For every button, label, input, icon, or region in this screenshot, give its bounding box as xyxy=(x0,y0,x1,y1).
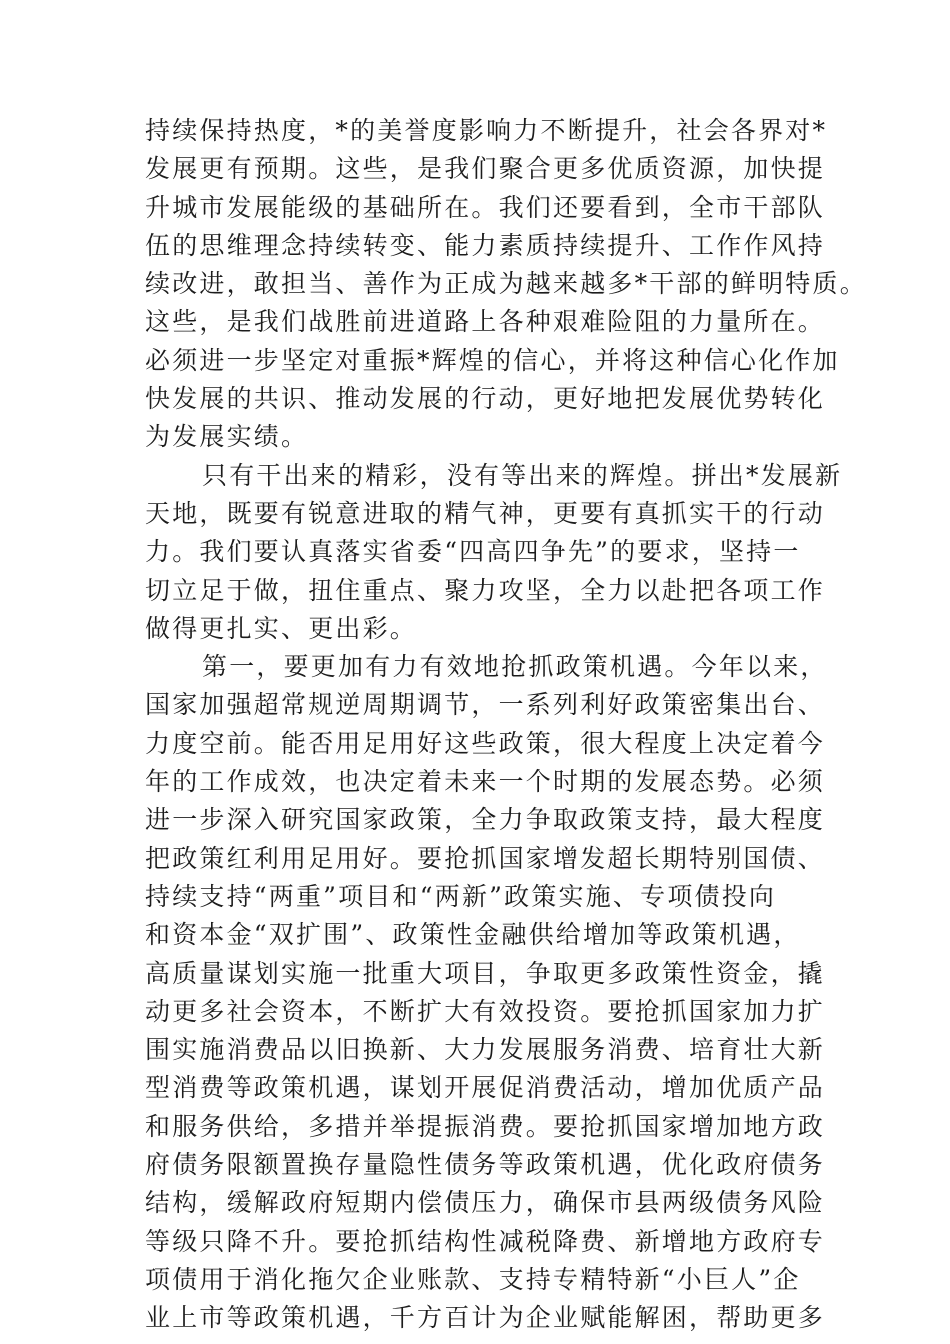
text-line: 业上市等政策机遇，千方百计为企业赋能解困，帮助更多 xyxy=(145,1303,826,1333)
text-line: 第一，要更加有力有效地抢抓政策机遇。今年以来， xyxy=(202,652,828,682)
text-line: 项债用于消化拖欠企业账款、支持专精特新“小巨人”企 xyxy=(145,1264,801,1294)
text-line: 高质量谋划实施一批重大项目，争取更多政策性资金，撬 xyxy=(145,958,826,988)
text-line: 做得更扎实、更出彩。 xyxy=(145,613,418,643)
text-line: 等级只降不升。要抢抓结构性减税降费、新增地方政府专 xyxy=(145,1226,826,1256)
text-line: 持续保持热度，*的美誉度影响力不断提升，社会各界对* xyxy=(145,116,828,145)
text-line: 年的工作成效，也决定着未来一个时期的发展态势。必须 xyxy=(145,767,826,797)
text-line: 发展更有预期。这些，是我们聚合更多优质资源，加快提 xyxy=(145,154,826,184)
text-line: 和服务供给，多措并举提振消费。要抢抓国家增加地方政 xyxy=(145,1111,826,1141)
text-line: 和资本金“双扩围”、政策性金融供给增加等政策机遇， xyxy=(145,920,801,950)
text-line: 府债务限额置换存量隐性债务等政策机遇，优化政府债务 xyxy=(145,1150,826,1180)
text-line: 为发展实绩。 xyxy=(145,422,309,452)
text-line: 型消费等政策机遇，谋划开展促消费活动，增加优质产品 xyxy=(145,1073,826,1103)
text-line: 动更多社会资本，不断扩大有效投资。要抢抓国家加力扩 xyxy=(145,996,826,1026)
text-line: 续改进，敢担当、善作为正成为越来越多*干部的鲜明特质。 xyxy=(145,269,867,299)
text-line: 力度空前。能否用足用好这些政策，很大程度上决定着今 xyxy=(145,728,826,758)
body-text xyxy=(145,112,867,1338)
text-line: 进一步深入研究国家政策，全力争取政策支持，最大程度 xyxy=(145,805,826,835)
text-line: 这些，是我们战胜前进道路上各种艰难险阻的力量所在。 xyxy=(145,307,826,337)
text-line: 天地，既要有锐意进取的精气神，更要有真抓实干的行动 xyxy=(145,498,826,528)
text-line: 切立足于做，扭住重点、聚力攻坚，全力以赴把各项工作 xyxy=(145,575,826,605)
text-line: 持续支持“两重”项目和“两新”政策实施、专项债投向 xyxy=(145,881,777,911)
text-line: 力。我们要认真落实省委“四高四争先”的要求，坚持一 xyxy=(145,537,801,567)
text-line: 快发展的共识、推动发展的行动，更好地把发展优势转化 xyxy=(145,384,826,414)
text-line: 伍的思维理念持续转变、能力素质持续提升、工作作风持 xyxy=(145,230,826,260)
text-line: 必须进一步坚定对重振*辉煌的信心，并将这种信心化作加 xyxy=(145,345,840,375)
text-line: 国家加强超常规逆周期调节，一系列利好政策密集出台、 xyxy=(145,690,826,720)
text-line: 结构，缓解政府短期内偿债压力，确保市县两级债务风险 xyxy=(145,1188,826,1218)
text-line: 只有干出来的精彩，没有等出来的辉煌。拼出*发展新 xyxy=(202,460,843,490)
text-line: 升城市发展能级的基础所在。我们还要看到，全市干部队 xyxy=(145,192,826,222)
text-line: 把政策红利用足用好。要抢抓国家增发超长期特别国债、 xyxy=(145,843,826,873)
text-line: 围实施消费品以旧换新、大力发展服务消费、培育壮大新 xyxy=(145,1035,826,1065)
